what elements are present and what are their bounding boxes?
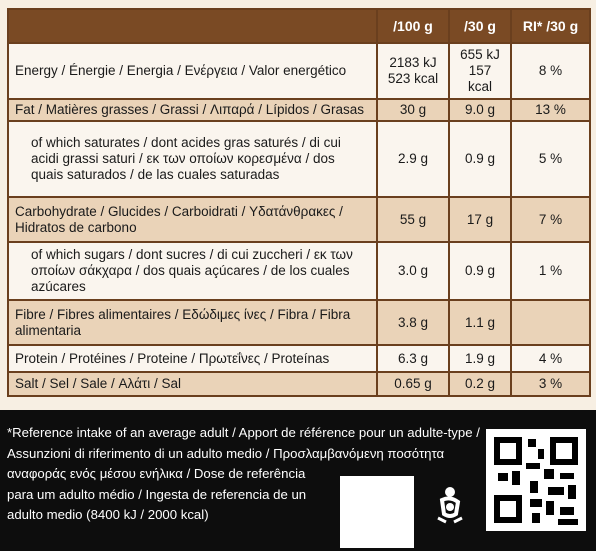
- label-saturates: of which saturates / dont acides gras saturés / di cui acidi grassi saturi / εκ των οποίων κορεσμένα / dos quais saturados / de las cuales saturadas: [8, 121, 377, 197]
- row-sugars: [8, 242, 590, 300]
- footnote-line: Assunzioni di riferimento di un adulto medio / Προσλαμβανόμενη ποσότητα: [7, 445, 445, 461]
- energy-ri: 8 %: [511, 43, 590, 99]
- label-energy: Energy / Énergie / Energia / Ενέργεια / Valor energético: [8, 43, 377, 99]
- energy-kcal-100g: 523 kcal: [387, 71, 439, 86]
- nutrition-table: [7, 8, 591, 397]
- footnote-line: *Reference intake of an average adult / Apport de référence pour un adulte-type /: [7, 425, 480, 440]
- row-salt: [8, 372, 590, 396]
- tidyman-recycle-icon: [432, 484, 468, 524]
- protein-per-30g: 1.9 g: [449, 345, 511, 372]
- label-carbohydrate: Carbohydrate / Glucides / Carboidrati / Υδατάνθρακες / Hidratos de carbono: [8, 197, 377, 242]
- energy-kcal-30g: 157 kcal: [467, 63, 492, 94]
- row-energy: [8, 43, 590, 99]
- fibre-per-30g: 1.1 g: [449, 300, 511, 345]
- footnote-line: para um adulto médio / Ingesta de referencia de un: [7, 486, 307, 502]
- row-fibre: [8, 300, 590, 345]
- salt-per-30g: 0.2 g: [449, 372, 511, 396]
- label-fibre: Fibre / Fibres alimentaires / Εδώδιμες ίνες / Fibra / Fibra alimentaria: [8, 300, 377, 345]
- sugars-per-30g: 0.9 g: [449, 242, 511, 300]
- saturates-ri: 5 %: [511, 121, 590, 197]
- fibre-per-100g: 3.8 g: [377, 300, 449, 345]
- fat-per-100g: 30 g: [377, 99, 449, 121]
- energy-per-100g: [377, 43, 449, 99]
- footnote-line: adulto medio (8400 kJ / 2000 kcal): [7, 507, 209, 522]
- carbohydrate-per-100g: 55 g: [377, 197, 449, 242]
- qr-code[interactable]: [486, 429, 586, 531]
- label-protein: Protein / Protéines / Proteine / Πρωτεΐνες / Proteínas: [8, 345, 377, 372]
- fat-ri: 13 %: [511, 99, 590, 121]
- fat-per-30g: 9.0 g: [449, 99, 511, 121]
- header-per-30g: /30 g: [449, 9, 511, 43]
- blank-label-box: [340, 476, 414, 548]
- row-protein: [8, 345, 590, 372]
- carbohydrate-ri: 7 %: [511, 197, 590, 242]
- salt-ri: 3 %: [511, 372, 590, 396]
- row-saturates: [8, 121, 590, 197]
- header-corner: [8, 9, 377, 43]
- label-sugars: of which sugars / dont sucres / di cui zuccheri / εκ των οποίων σάκχαρα / dos quais açúcares / de los cuales azúcares: [8, 242, 377, 300]
- label-fat: Fat / Matières grasses / Grassi / Λιπαρά / Lípidos / Grasas: [8, 99, 377, 121]
- energy-per-30g: [449, 43, 511, 99]
- header-per-100g: /100 g: [377, 9, 449, 43]
- protein-ri: 4 %: [511, 345, 590, 372]
- label-salt: Salt / Sel / Sale / Αλάτι / Sal: [8, 372, 377, 396]
- carbohydrate-per-30g: 17 g: [449, 197, 511, 242]
- saturates-per-100g: 2.9 g: [377, 121, 449, 197]
- row-fat: [8, 99, 590, 121]
- row-carbohydrate: [8, 197, 590, 242]
- table-header-row: [8, 9, 590, 43]
- header-ri-30g: RI* /30 g: [511, 9, 590, 43]
- sugars-ri: 1 %: [511, 242, 590, 300]
- sugars-per-100g: 3.0 g: [377, 242, 449, 300]
- energy-kj-30g: 655 kJ: [460, 47, 500, 62]
- fibre-ri: [511, 300, 590, 345]
- footnote-line: αναφοράς ενός μέσου ενήλικα / Dose de referência: [7, 466, 306, 481]
- salt-per-100g: 0.65 g: [377, 372, 449, 396]
- saturates-per-30g: 0.9 g: [449, 121, 511, 197]
- energy-kj-100g: 2183 kJ: [389, 55, 437, 70]
- protein-per-100g: 6.3 g: [377, 345, 449, 372]
